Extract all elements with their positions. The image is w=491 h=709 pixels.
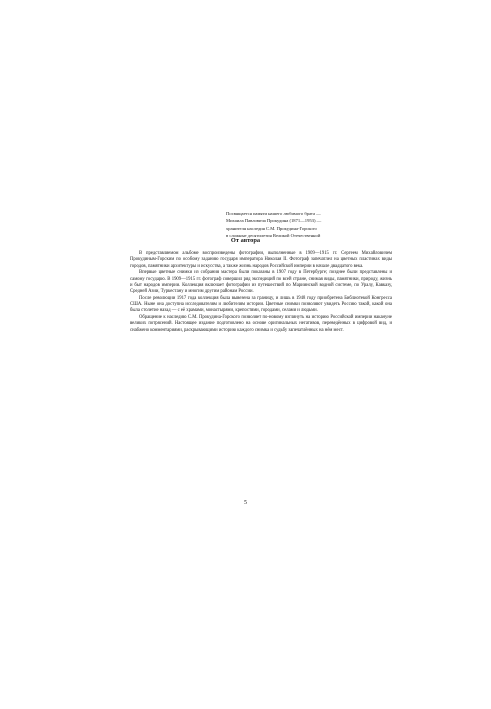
epigraph [226,210,386,239]
paragraph: После революции 1917 года коллекция была вывезена за границу, и лишь в 1948 году приобретена Библиотекой Конгресса США. Ныне она доступна исследователям и любителям истории. Цветные снимки позволяют увидеть Россию такой, какой она была столетие назад — с её храмами, монастырями, крепостями, городами, селами и людьми. [130,295,392,314]
paragraph: Впервые цветные снимки из собрания мастера были показаны в 1907 году в Петербурге; позднее были представлены и самому государю. В 1909—1915 гг. фотограф совершил ряд экспедиций по всей стране, снимая виды, памятники, природу, жизнь и быт народов империи. Коллекция включает фотографии из путешествий по Мариинской водной системе, по Уралу, Кавказу, Средней Азии, Туркестану и многим другим районам России. [130,270,392,295]
epigraph-line: Посвящается памяти нашего любимого брата — [226,211,321,216]
epigraph-line: хранителя наследия С.М. Прокудина-Горского [226,225,317,231]
paragraph: В представляемом альбоме воспроизведены фотографии, выполненные в 1909—1915 гг. Сергеем Михайловичем Прокудиным-Горским по особому заданию государя императора Николая II. Фотограф запечатлел на цветных пластинах виды городов, памятники архитектуры и искусства, а также жизнь народов Российской империи в начале двадцатого века. [130,251,392,269]
section-heading: От автора [230,237,261,244]
body-text [130,251,392,334]
page-number: 5 [244,500,247,506]
epigraph-line: в сложные десятилетия Великой Отечественной [226,232,321,238]
paragraph: Обращение к наследию С.М. Прокудина-Горского позволяет по-новому взглянуть на историю Российской империи накануне великих потрясений. Настоящее издание подготовлено на основе оригинальных негативов, переведённых в цифровой вид, и снабжено комментариями, раскрывающими историю каждого снимка и судьбу запечатлённых на нём мест. [130,314,392,333]
epigraph-line: Михаила Павловича Прокудина (1871—1953) — [226,218,322,224]
